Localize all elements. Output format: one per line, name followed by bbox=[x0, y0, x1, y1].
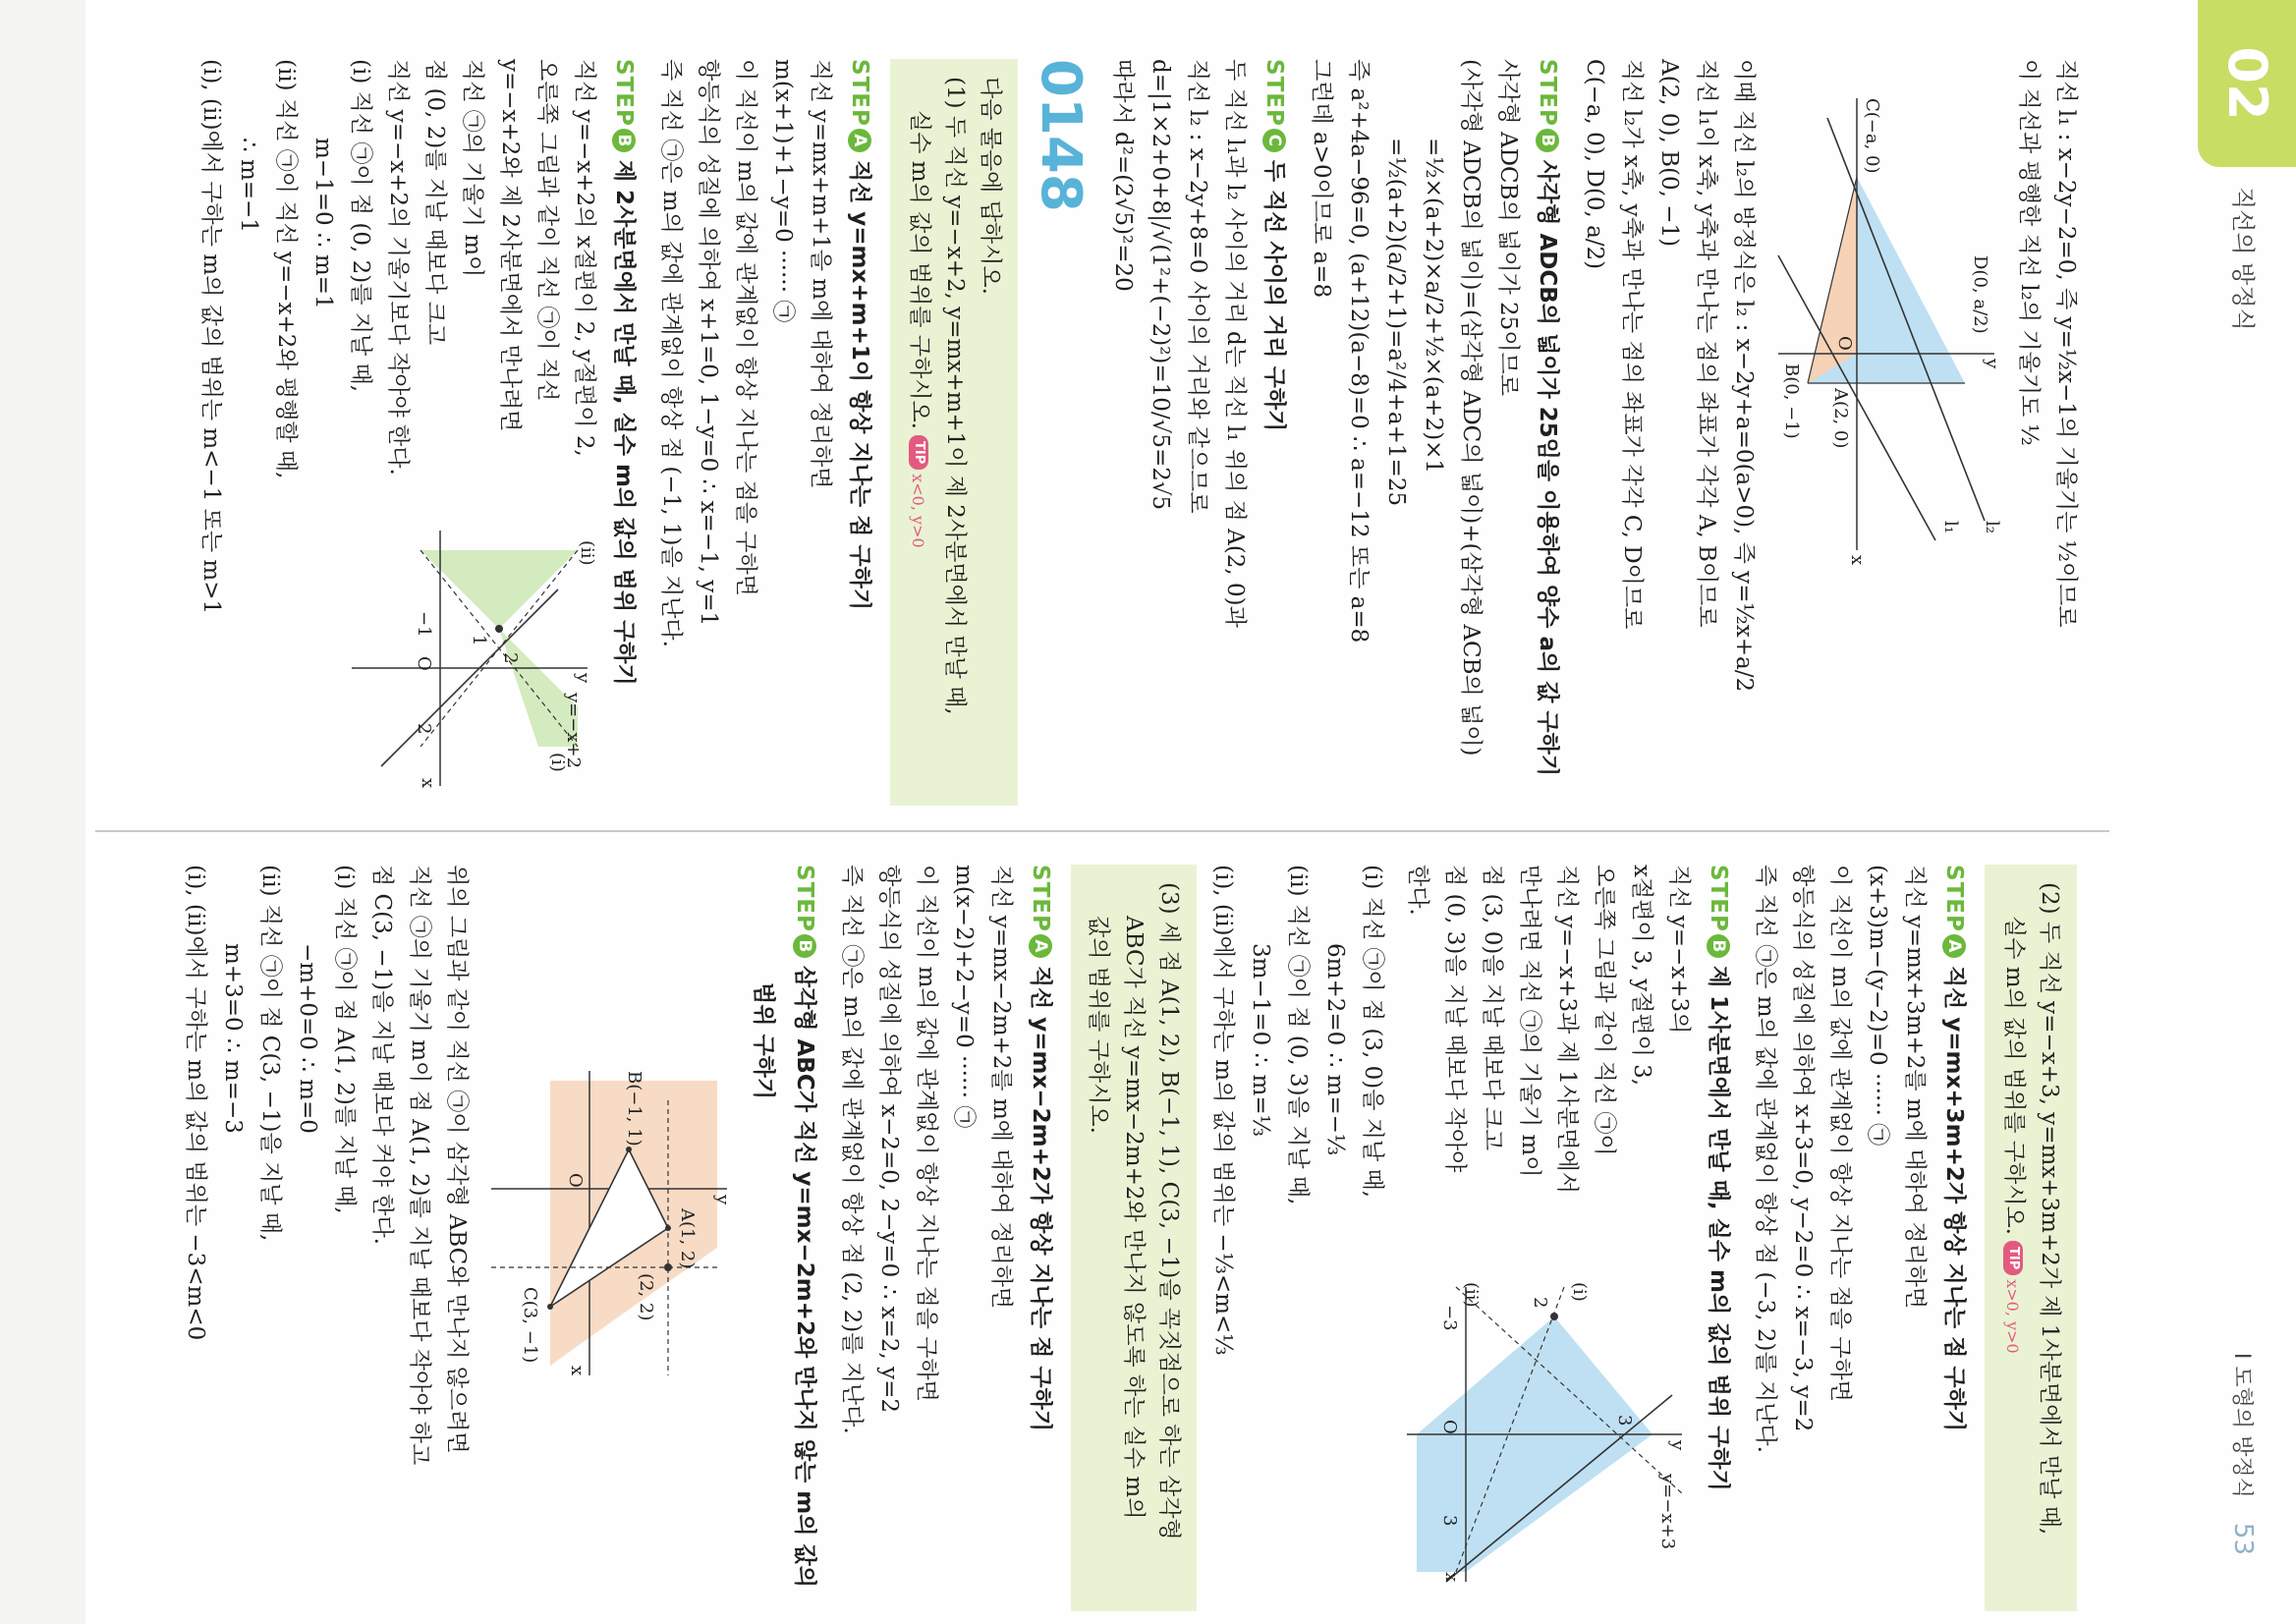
step-a-heading: STEPA직선 y=mx+3m+2가 항상 지나는 점 구하기 bbox=[1941, 865, 1967, 1432]
solution-line: 직선 l₂ : x−2y+8=0 사이의 거리와 같으므로 bbox=[1185, 59, 1210, 514]
solution-line: 점 (3, 0)을 지날 때보다 크고 bbox=[1480, 865, 1505, 1151]
solution-line: =½(a+2)(a/2+1)=a²/4+a+1=25 bbox=[1383, 138, 1409, 507]
solution-line: (ⅰ), (ⅱ)에서 구하는 m의 값의 범위는 m<−1 또는 m>1 bbox=[198, 59, 224, 615]
y-axis-label: y bbox=[1667, 1440, 1688, 1451]
case-i-label: (ⅰ) bbox=[1569, 1282, 1590, 1302]
solution-line: 점 C(3, −1)을 지날 때보다 커야 한다. bbox=[369, 865, 395, 1245]
tip-badge: TIP bbox=[909, 435, 928, 470]
graph-triangle-abc bbox=[481, 1061, 737, 1611]
y-two-label: 2 bbox=[1530, 1297, 1550, 1309]
fixed-point bbox=[1550, 1313, 1558, 1320]
section-title: I 도형의 방정식 bbox=[2229, 1352, 2254, 1498]
solution-line: (ⅰ) 직선 ㉠이 점 (3, 0)을 지날 때, bbox=[1360, 865, 1385, 1199]
problem-number: 0148 bbox=[1029, 59, 1092, 212]
solution-line: 그런데 a>0이므로 a=8 bbox=[1309, 59, 1334, 299]
question-box bbox=[890, 59, 1018, 806]
y-intercept-label: 2 bbox=[500, 652, 521, 664]
step-b-heading: STEPB사각형 ADCB의 넓이가 25임을 이용하여 양수 a의 값 구하기 bbox=[1535, 59, 1560, 777]
region-shade bbox=[1417, 1316, 1652, 1572]
tip-text: x<0, y>0 bbox=[909, 474, 927, 548]
fixed-point bbox=[495, 625, 503, 633]
vertex-c bbox=[547, 1304, 553, 1310]
question-line: (3) 세 점 A(1, 2), B(−1, 1), C(3, −1)을 꼭짓점으로 하는 삼각형 bbox=[1156, 882, 1182, 1540]
case-i-label: (ⅰ) bbox=[547, 753, 568, 772]
step-b-heading-cont: 범위 구하기 bbox=[751, 982, 776, 1100]
column-divider bbox=[95, 830, 2109, 832]
step-b-heading: STEPB제 1사분면에서 만날 때, 실수 m의 값의 범위 구하기 bbox=[1706, 865, 1731, 1491]
solution-line: 이 직선이 m의 값에 관계없이 항상 지나는 점을 구하면 bbox=[1827, 865, 1853, 1402]
solution-line: 직선 y=−x+2의 x절편이 2, y절편이 2, bbox=[572, 59, 597, 457]
solution-line: 직선 y=−x+2의 기울기보다 작아야 한다. bbox=[385, 59, 411, 476]
chapter-name: 직선의 방정식 bbox=[2229, 187, 2257, 331]
solution-line: (사각형 ADCB의 넓이)=(삼각형 ADC의 넓이)+(삼각형 ACB의 넓이) bbox=[1458, 59, 1484, 756]
l1-label: l₁ bbox=[1940, 521, 1961, 533]
tip-badge: TIP bbox=[2003, 1241, 2023, 1275]
solution-line: 직선 l₁이 x축, y축과 만나는 점의 좌표가 각각 A, B이므로 bbox=[1694, 59, 1719, 628]
solution-line: 6m+2=0 ∴ m=−⅓ bbox=[1322, 943, 1348, 1156]
solution-line: (ⅱ) 직선 ㉠이 직선 y=−x+2와 평행할 때, bbox=[273, 59, 299, 479]
solution-line: m(x−2)+2−y=0 ······ ㉠ bbox=[951, 865, 977, 1129]
solution-line: m+3=0 ∴ m=−3 bbox=[220, 943, 246, 1134]
solution-line: 위의 그림과 같이 직선 ㉠이 삼각형 ABC와 만나지 않으려면 bbox=[444, 865, 470, 1454]
step-b-heading: STEPB삼각형 ABC가 직선 y=mx−2m+2와 만나지 않는 m의 값의 bbox=[792, 865, 817, 1588]
solution-line: (ⅰ), (ⅱ)에서 구하는 m의 값의 범위는 −3<m<0 bbox=[183, 865, 208, 1341]
line-equation-label: y=−x+2 bbox=[563, 693, 584, 769]
solution-line: m−1=0 ∴ m=1 bbox=[310, 138, 336, 309]
solution-line: 직선 y=mx+m+1을 m에 대하여 정리하면 bbox=[808, 59, 833, 489]
solution-line: d=|1×2+0+8|/√(1²+(−2)²)=10/√5=2√5 bbox=[1148, 59, 1173, 511]
tip-text: x>0, y>0 bbox=[2003, 1279, 2022, 1354]
solution-line: 직선 y=mx−2m+2를 m에 대하여 정리하면 bbox=[988, 865, 1014, 1310]
graph-parallel-lines bbox=[1768, 59, 2004, 806]
solution-line: 만나려면 직선 ㉠의 기울기 m이 bbox=[1517, 865, 1542, 1178]
x-axis-label: x bbox=[567, 1366, 588, 1376]
solution-line: 직선 l₁ : x−2y−2=0, 즉 y=½x−1의 기울기는 ½이므로 bbox=[2053, 59, 2079, 628]
step-badge: B bbox=[1536, 129, 1559, 152]
solution-line: m(x+1)+1−y=0 ······ ㉠ bbox=[770, 59, 796, 323]
solution-line: 직선 y=−x+3의 bbox=[1666, 865, 1692, 1035]
point-c-label: C(−a, 0) bbox=[1862, 98, 1882, 174]
question-line: ABC가 직선 y=mx−2m+2와 만나지 않도록 하는 실수 m의 bbox=[1121, 916, 1147, 1520]
solution-line: 점 (0, 3)을 지날 때보다 작아야 bbox=[1442, 865, 1468, 1173]
question-intro: 다음 물음에 답하시오. bbox=[978, 77, 1003, 295]
region-shade-left bbox=[420, 550, 578, 629]
solution-line: 이 직선이 m의 값에 관계없이 항상 지나는 점을 구하면 bbox=[733, 59, 758, 596]
solution-line: 직선 l₂가 x축, y축과 만나는 점의 좌표가 각각 C, D이므로 bbox=[1619, 59, 1645, 630]
solution-line: 즉 직선 ㉠은 m의 값에 관계없이 항상 점 (−1, 1)을 지난다. bbox=[658, 59, 684, 647]
line-equation-label: y=−x+3 bbox=[1657, 1474, 1678, 1550]
step-b-body bbox=[230, 59, 603, 806]
step-badge: A bbox=[1942, 934, 1966, 958]
running-head bbox=[2228, 1353, 2259, 1555]
solution-line: 즉 직선 ㉠은 m의 값에 관계없이 항상 점 (2, 2)를 지난다. bbox=[839, 865, 865, 1434]
solution-line: 직선 y=mx+3m+2를 m에 대하여 정리하면 bbox=[1902, 865, 1928, 1310]
question-line: 값의 범위를 구하시오. bbox=[1086, 916, 1111, 1134]
step-badge: B bbox=[793, 934, 816, 958]
vertex-b bbox=[626, 1147, 632, 1152]
step-b-text bbox=[230, 59, 603, 521]
y-intercept-label: 3 bbox=[1614, 1415, 1635, 1427]
solution-line: −m+0=0 ∴ m=0 bbox=[295, 943, 320, 1134]
fixed-point bbox=[664, 1263, 672, 1271]
point-d-label: D(0, a/2) bbox=[1970, 255, 1990, 334]
point-b-label: B(0, −1) bbox=[1781, 364, 1802, 439]
step-badge: A bbox=[848, 129, 871, 152]
x-axis-label: x bbox=[1441, 1572, 1462, 1583]
solution-line: x절편이 3, y절편이 3, bbox=[1629, 865, 1654, 1087]
chapter-number-tab: 02 bbox=[2198, 0, 2296, 167]
step-b-heading: STEPB제 2사분면에서 만날 때, 실수 m의 값의 범위 구하기 bbox=[611, 59, 637, 686]
step-badge: C bbox=[1262, 129, 1286, 152]
solution-line: 이때 직선 l₂의 방정식은 l₂ : x−2y+a=0(a>0), 즉 y=½x+a/2 bbox=[1731, 59, 1757, 693]
step-badge: A bbox=[1029, 934, 1052, 958]
step-b-body bbox=[1391, 865, 1698, 1611]
solution-line: 직선 y=−x+3과 제 1사분면에서 bbox=[1554, 865, 1580, 1194]
step-c-heading: STEPC두 직선 사이의 거리 구하기 bbox=[1261, 59, 1287, 432]
solution-line: 두 직선 l₁과 l₂ 사이의 거리 d는 직선 l₁ 위의 점 A(2, 0)과 bbox=[1222, 59, 1248, 628]
question-line: 실수 m의 값의 범위를 구하시오.TIPx<0, y>0 bbox=[907, 110, 932, 548]
solution-line: 항등식의 성질에 의하여 x+3=0, y−2=0 ∴ x=−3, y=2 bbox=[1790, 865, 1816, 1432]
solution-line: 이 직선이 m의 값에 관계없이 항상 지나는 점을 구하면 bbox=[914, 865, 939, 1402]
graph-quadrant1 bbox=[1397, 1277, 1692, 1592]
solution-line: 사각형 ADCB의 넓이가 25이므로 bbox=[1495, 59, 1521, 396]
right-column bbox=[177, 865, 2085, 1611]
point-c-label: C(3, −1) bbox=[520, 1287, 540, 1364]
origin-label: O bbox=[1834, 336, 1855, 351]
solution-line: ∴ m=−1 bbox=[236, 138, 261, 233]
x-axis-label: x bbox=[1847, 555, 1868, 566]
solution-line: 직선 ㉠의 기울기 m이 점 A(1, 2)를 지날 때보다 작아야 하고 bbox=[407, 865, 432, 1466]
question-line: 실수 m의 값의 범위를 구하시오.TIPx>0, y>0 bbox=[2001, 916, 2027, 1354]
step-a-heading: STEPA직선 y=mx+m+1이 항상 지나는 점 구하기 bbox=[847, 59, 872, 611]
solution-line: (ⅰ) 직선 ㉠이 점 (0, 2)를 지날 때, bbox=[348, 59, 373, 393]
case-ii-label: (ⅱ) bbox=[577, 540, 597, 566]
y-axis-label: y bbox=[712, 1195, 733, 1205]
solution-line: 점 (0, 2)를 지날 때보다 크고 bbox=[422, 59, 448, 346]
origin-label: O bbox=[414, 656, 434, 671]
left-column bbox=[193, 59, 2085, 806]
question-line: (1) 두 직선 y=−x+2, y=mx+m+1이 제 2사분면에서 만날 때, bbox=[942, 77, 968, 715]
question-box bbox=[1071, 865, 1197, 1611]
point-b-label: B(−1, 1) bbox=[624, 1071, 644, 1147]
question-line: (2) 두 직선 y=−x+3, y=mx+3m+2가 제 1사분면에서 만날 때, bbox=[2037, 882, 2062, 1536]
solution-line: C(−a, 0), D(0, a/2) bbox=[1582, 59, 1607, 270]
y-axis-label: y bbox=[1982, 359, 2002, 369]
solution-line: =½×(a+2)×a/2+½×(a+2)×1 bbox=[1421, 138, 1446, 475]
step-a-heading: STEPA직선 y=mx−2m+2가 항상 지나는 점 구하기 bbox=[1028, 865, 1053, 1432]
solution-line: y=−x+2와 제 2사분면에서 만나려면 bbox=[497, 59, 523, 432]
x-axis-label: x bbox=[418, 778, 438, 789]
solution-line: (x+3)m−(y−2)=0 ······ ㉠ bbox=[1865, 865, 1890, 1147]
solution-line: 따라서 d²=(2√5)²=20 bbox=[1110, 59, 1136, 292]
solution-line: A(2, 0), B(0, −1) bbox=[1656, 59, 1682, 248]
page-number: 53 bbox=[2228, 1522, 2258, 1555]
x-intercept-label: 2 bbox=[414, 723, 434, 735]
l2-label: l₂ bbox=[1982, 521, 2002, 533]
origin-label: O bbox=[1439, 1420, 1460, 1434]
point-one-label: 1 bbox=[469, 635, 489, 646]
solution-line: 항등식의 성질에 의하여 x−2=0, 2−y=0 ∴ x=2, y=2 bbox=[876, 865, 902, 1413]
page-header bbox=[2144, 0, 2296, 1624]
step-badge: B bbox=[612, 129, 636, 152]
step-b-text bbox=[1391, 865, 1698, 1277]
origin-label: O bbox=[565, 1173, 586, 1188]
solution-line: 한다. bbox=[1405, 865, 1430, 916]
solution-line: 항등식의 성질에 의하여 x+1=0, 1−y=0 ∴ x=−1, y=1 bbox=[696, 59, 721, 627]
step-badge: B bbox=[1707, 934, 1730, 958]
y-axis-label: y bbox=[573, 673, 593, 684]
case-ii-label: (ⅱ) bbox=[1461, 1282, 1482, 1308]
solution-line: 오른쪽 그림과 같이 직선 ㉠이 bbox=[1592, 865, 1617, 1156]
solution-line: 즉 a²+4a−96=0, (a+12)(a−8)=0 ∴ a=−12 또는 a=8 bbox=[1346, 59, 1372, 644]
point-a-label: A(2, 0) bbox=[1830, 388, 1851, 449]
solution-line: (ⅰ), (ⅱ)에서 구하는 m의 값의 범위는 −⅓<m<⅓ bbox=[1210, 865, 1236, 1356]
x-intercept-label: 3 bbox=[1439, 1515, 1460, 1527]
graph-quadrant2 bbox=[236, 521, 597, 796]
page-margin-strip bbox=[0, 0, 85, 1624]
neg-one-label: −1 bbox=[414, 611, 434, 638]
solution-line: 이 직선과 평행한 직선 l₂의 기울기도 ½ bbox=[2016, 59, 2042, 446]
solution-line: (ⅱ) 직선 ㉠이 점 (0, 3)을 지날 때, bbox=[1285, 865, 1311, 1205]
vertex-a bbox=[665, 1225, 671, 1231]
solution-line: (ⅰ) 직선 ㉠이 점 A(1, 2)를 지날 때, bbox=[332, 865, 358, 1214]
solution-line: (ⅱ) 직선 ㉠이 점 C(3, −1)을 지날 때, bbox=[257, 865, 283, 1242]
fixed-point-label: (2, 2) bbox=[636, 1273, 656, 1321]
neg-three-label: −3 bbox=[1439, 1305, 1460, 1331]
solution-line: 3m−1=0 ∴ m=⅓ bbox=[1248, 943, 1273, 1137]
question-box bbox=[1985, 865, 2077, 1611]
point-a-label: A(1, 2) bbox=[677, 1208, 698, 1269]
solution-line: 직선 ㉠의 기울기 m이 bbox=[460, 59, 485, 278]
solution-line: 오른쪽 그림과 같이 직선 ㉠이 직선 bbox=[534, 59, 560, 402]
solution-line: 즉 직선 ㉠은 m의 값에 관계없이 항상 점 (−3, 2)를 지난다. bbox=[1753, 865, 1778, 1453]
